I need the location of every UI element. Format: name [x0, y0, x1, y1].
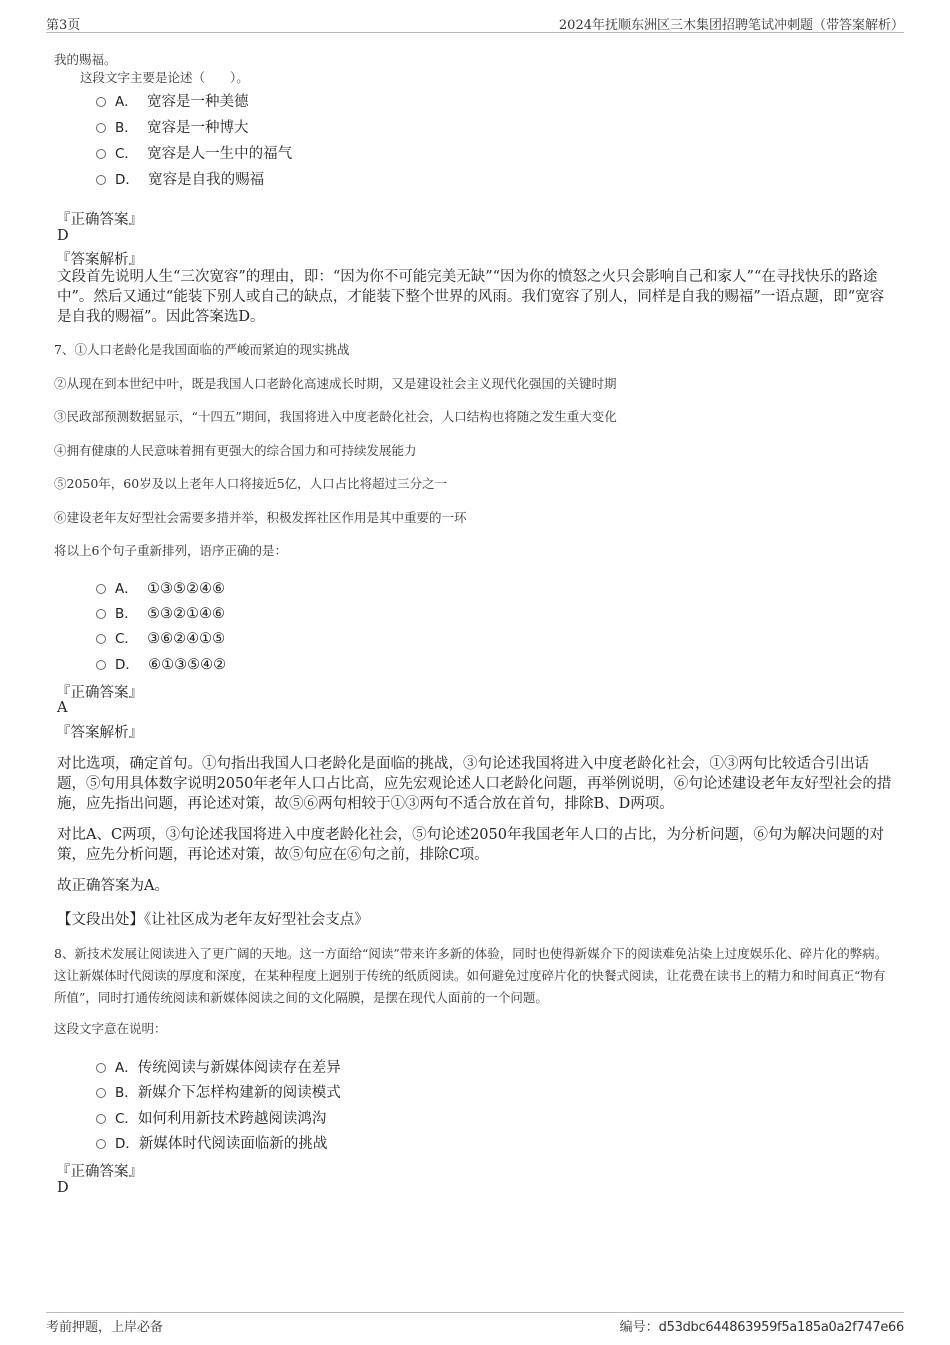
question-number: 8、	[54, 946, 75, 961]
q7-option-b[interactable]: B． ⑤③②①④⑥	[96, 602, 225, 622]
q7-sentence-6: ⑥建设老年友好型社会需要多措并举，积极发挥社区作用是其中重要的一环	[54, 510, 467, 525]
radio-icon[interactable]	[96, 1114, 106, 1124]
radio-icon[interactable]	[96, 1063, 106, 1073]
q6-option-a[interactable]: A． 宽容是一种美德	[96, 90, 248, 111]
footer-slogan: 考前押题，上岸必备	[46, 1320, 164, 1335]
q8-answer: D	[57, 1180, 69, 1196]
q7-analysis-paragraph-1: 对比选项，确定首句。①句指出我国人口老龄化是面临的挑战，③句论述我国将进入中度老龄化社会，①③两句比较适合引出话题，⑤句用具体数字说明2050年老年人口占比高，应先宏观论述人口老龄化问题，再举例说明，⑥句论述建设老年友好型社会的措施，应先指出问题，再论述对策，故⑤⑥两句相较于①③两句不适合放在首句，排除B、D两项。	[57, 756, 892, 812]
radio-icon[interactable]	[96, 660, 106, 670]
radio-icon[interactable]	[96, 149, 106, 159]
q7-analysis-paragraph-3: 故正确答案为A。	[57, 878, 169, 894]
q8-option-c[interactable]: C．如何利用新技术跨越阅读鸿沟	[96, 1107, 326, 1128]
q7-option-d[interactable]: D． ⑥①③⑤④②	[96, 653, 226, 673]
page-footer	[46, 1312, 904, 1335]
q6-analysis: 文段首先说明人生“三次宽容”的理由，即：“因为你不可能完美无缺”“因为你的愤怒之火只会影响自己和家人”“在寻找快乐的路途中”。然后又通过“能装下别人或自己的缺点，才能装下整个世界的风雨。我们宽容了别人，同样是自我的赐福”一语点题，即“宽容是自我的赐福”。因此答案选D。	[57, 269, 885, 325]
radio-icon[interactable]	[96, 175, 106, 185]
page-number: 第3页	[46, 18, 81, 33]
q6-answer: D	[57, 228, 69, 244]
radio-icon[interactable]	[96, 1088, 106, 1098]
q8-option-d[interactable]: D．新媒体时代阅读面临新的挑战	[96, 1132, 327, 1153]
q7-analysis-paragraph-2: 对比A、C两项，③句论述我国将进入中度老龄化社会，⑤句论述2050年我国老年人口的占比，为分析问题，⑥句为解决问题的对策，应先分析问题，再论述对策，故⑤句应在⑥句之前，排除C项。	[57, 827, 884, 863]
question-number: 7、	[54, 342, 75, 357]
radio-icon[interactable]	[96, 634, 106, 644]
radio-icon[interactable]	[96, 97, 106, 107]
q7-sentence-2: ②从现在到本世纪中叶，既是我国人口老龄化高速成长时期，又是建设社会主义现代化强国的关键时期	[54, 376, 617, 391]
q7-sentence-3: ③民政部预测数据显示，“十四五”期间，我国将进入中度老龄化社会，人口结构也将随之发生重大变化	[54, 409, 617, 424]
page-header	[46, 14, 904, 33]
q7-analysis-label: 『答案解析』	[56, 725, 143, 741]
q7-option-a[interactable]: A． ①③⑤②④⑥	[96, 577, 225, 597]
q7-option-c[interactable]: C． ③⑥②④①⑤	[96, 627, 225, 647]
q6-prompt: 这段文字主要是论述（ ）。	[80, 70, 249, 85]
q6-option-d[interactable]: D． 宽容是自我的赐福	[96, 168, 264, 189]
q7-prompt: 将以上6个句子重新排列，语序正确的是：	[54, 543, 287, 558]
radio-icon[interactable]	[96, 584, 106, 594]
q6-answer-label: 『正确答案』	[56, 212, 143, 228]
q7-sentence-5: ⑤2050年，60岁及以上老年人口将接近5亿，人口占比将超过三分之一	[54, 476, 448, 491]
q8-passage: 8、新技术发展让阅读进入了更广阔的天地。这一方面给“阅读”带来许多新的体验，同时也使得新媒介下的阅读难免沾染上过度娱乐化、碎片化的弊病。这让新媒体时代阅读的厚度和深度，在某种程度上迥别于传统的纸质阅读。如何避免过度碎片化的快餐式阅读，让花费在读书上的精力和时间真正“物有所值”，同时打通传统阅读和新媒体阅读之间的文化隔膜，是摆在现代人面前的一个问题。	[54, 946, 888, 1005]
radio-icon[interactable]	[96, 609, 106, 619]
q7-answer: A	[57, 700, 68, 716]
q7-sentence-4: ④拥有健康的人民意味着拥有更强大的综合国力和可持续发展能力	[54, 443, 417, 458]
q6-analysis-label: 『答案解析』	[56, 252, 143, 268]
q8-prompt: 这段文字意在说明：	[54, 1021, 167, 1036]
q8-option-b[interactable]: B．新媒介下怎样构建新的阅读模式	[96, 1081, 341, 1102]
q7-answer-label: 『正确答案』	[56, 685, 143, 701]
q8-answer-label: 『正确答案』	[56, 1164, 143, 1180]
q6-option-c[interactable]: C． 宽容是人一生中的福气	[96, 142, 292, 163]
document-title: 2024年抚顺东洲区三木集团招聘笔试冲刺题（带答案解析）	[558, 18, 904, 33]
radio-icon[interactable]	[96, 1139, 106, 1149]
q6-option-b[interactable]: B． 宽容是一种博大	[96, 116, 248, 137]
q6-passage-tail: 我的赐福。	[54, 52, 117, 67]
radio-icon[interactable]	[96, 123, 106, 133]
q8-option-a[interactable]: A．传统阅读与新媒体阅读存在差异	[96, 1056, 341, 1077]
q7-source: 【文段出处】《让社区成为老年友好型社会支点》	[57, 912, 369, 928]
q7-sentence-1: 7、①人口老龄化是我国面临的严峻而紧迫的现实挑战	[54, 342, 350, 357]
document-code: 编号：d53dbc644863959f5a185a0a2f747e66	[619, 1320, 904, 1335]
